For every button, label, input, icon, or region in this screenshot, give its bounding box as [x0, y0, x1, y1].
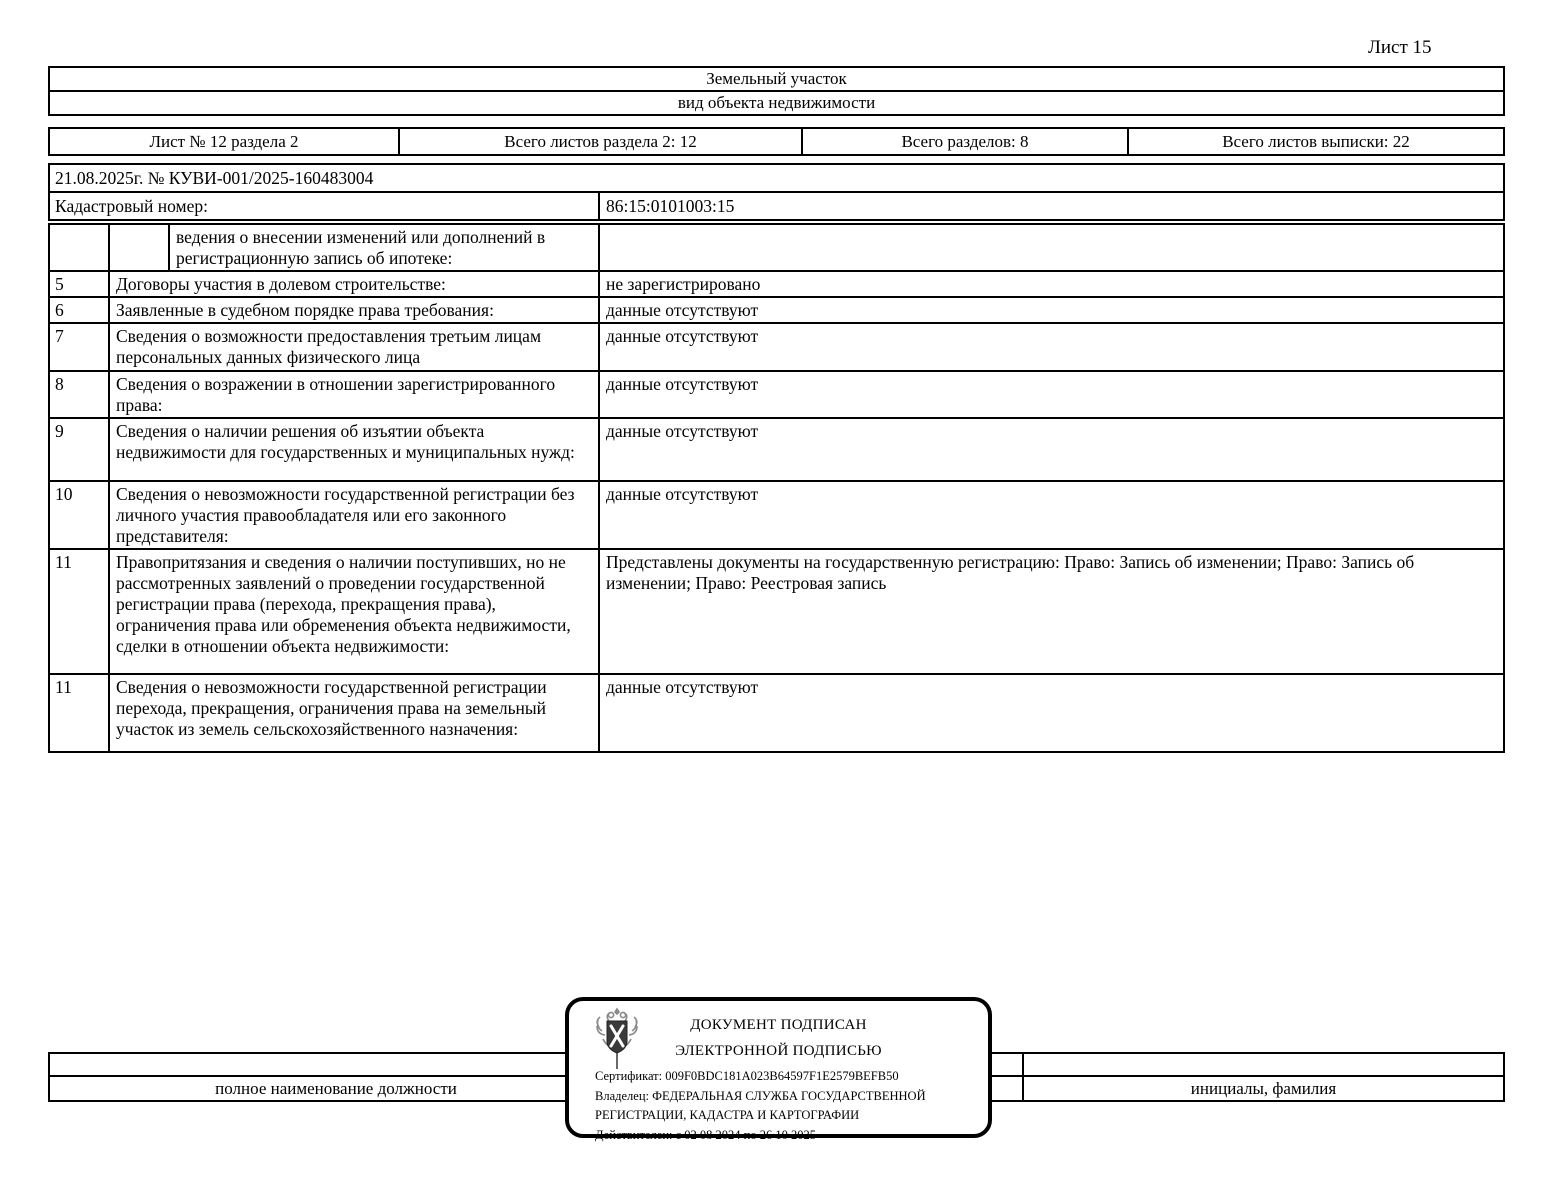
object-type-value: Земельный участок [50, 68, 1503, 92]
table-row [50, 272, 1503, 298]
row-value: данные отсутствуют [606, 300, 759, 320]
sheet-info-table [48, 127, 1505, 156]
sheet-info-section-sheet: Лист № 12 раздела 2 [50, 129, 400, 154]
cadastral-number-label: Кадастровый номер: [50, 193, 600, 219]
row-value: данные отсутствуют [606, 326, 759, 346]
stamp-owner-line2: РЕГИСТРАЦИИ, КАДАСТРА И КАРТОГРАФИИ [595, 1108, 860, 1122]
stamp-validity: Действителен: с 02 08 2024 по 26 10 2025 [595, 1127, 816, 1142]
row-number: 6 [50, 298, 110, 322]
object-type-caption: вид объекта недвижимости [677, 93, 876, 112]
position-caption: полное наименование должности [215, 1079, 457, 1098]
signature-right-cell [1024, 1054, 1503, 1075]
row-label: Правопритязания и сведения о наличии поступивших, но не рассмотренных заявлений о проведении государственной регистрации права (перехода, прекращения права), ограничения права или обременения объекта недвижимости, сделки в отношении объекта недвижимости: [110, 550, 600, 673]
rosreestr-emblem-icon [593, 1007, 641, 1069]
row-value-cell [600, 225, 1503, 270]
table-row [50, 482, 1503, 550]
row-label: Сведения о невозможности государственной регистрации без личного участия правообладателя или его законного представителя: [110, 482, 600, 548]
row-label: Сведения о наличии решения об изъятии объекта недвижимости для государственных и муниципальных нужд: [110, 419, 600, 480]
sheet-info-sections-count: Всего разделов: 8 [803, 129, 1129, 154]
table-row-continuation [50, 225, 1503, 272]
row-subnumber-cell [110, 225, 170, 270]
cadastral-number-value: 86:15:0101003:15 [606, 196, 735, 216]
sheet-number: Лист 15 [1368, 37, 1432, 58]
table-row [50, 675, 1503, 751]
row-value: данные отсутствуют [606, 484, 759, 504]
row-label-continuation: ведения о внесении изменений или дополнений в регистрационную запись об ипотеке: [170, 225, 600, 270]
row-number: 11 [50, 550, 110, 673]
row-value: не зарегистрировано [606, 274, 761, 294]
sheet-info-extract-total: Всего листов выписки: 22 [1222, 132, 1410, 151]
table-row [50, 372, 1503, 419]
row-number: 5 [50, 272, 110, 296]
table-row [50, 419, 1503, 482]
object-type-table [48, 66, 1505, 116]
stamp-owner-line1: Владелец: ФЕДЕРАЛЬНАЯ СЛУЖБА ГОСУДАРСТВЕННОЙ [595, 1088, 926, 1103]
stamp-title-line2: ЭЛЕКТРОННОЙ ПОДПИСЬЮ [675, 1043, 882, 1059]
row-number: 7 [50, 324, 110, 370]
registry-table [48, 223, 1505, 753]
name-caption: инициалы, фамилия [1190, 1079, 1337, 1098]
stamp-title-line1: ДОКУМЕНТ ПОДПИСАН [690, 1017, 867, 1033]
row-number: 9 [50, 419, 110, 480]
table-row [50, 324, 1503, 372]
row-value: Представлены документы на государственную регистрацию: Право: Запись об изменении; Право: Запись об изменении; Право: Реестровая запись [606, 552, 1415, 593]
sheet-info-section-total: Всего листов раздела 2: 12 [400, 129, 803, 154]
row-label: Договоры участия в долевом строительстве: [110, 272, 600, 296]
row-value: данные отсутствуют [606, 677, 759, 697]
digital-signature-stamp [565, 997, 992, 1142]
row-number: 8 [50, 372, 110, 417]
row-number: 11 [50, 675, 110, 751]
row-label: Сведения о возможности предоставления третьим лицам персональных данных физического лица [110, 324, 600, 370]
row-value: данные отсутствуют [606, 374, 759, 394]
row-label: Заявленные в судебном порядке права требования: [110, 298, 600, 322]
stamp-certificate: Сертификат: 009F0BDC181A023B64597F1E2579BEFB50 [595, 1069, 899, 1083]
table-row [50, 550, 1503, 675]
cadastral-table [48, 163, 1505, 221]
extract-date-number: 21.08.2025г. № КУВИ-001/2025-160483004 [50, 165, 1503, 193]
row-number-cell [50, 225, 110, 270]
row-value: данные отсутствуют [606, 421, 759, 441]
row-label: Сведения о возражении в отношении зарегистрированного права: [110, 372, 600, 417]
table-row [50, 298, 1503, 324]
row-number: 10 [50, 482, 110, 548]
cadastral-row [50, 193, 1503, 219]
row-label: Сведения о невозможности государственной регистрации перехода, прекращения, ограничения права на земельный участок из земель сельскохозяйственного назначения: [110, 675, 600, 751]
stamp-details [595, 1067, 926, 1145]
